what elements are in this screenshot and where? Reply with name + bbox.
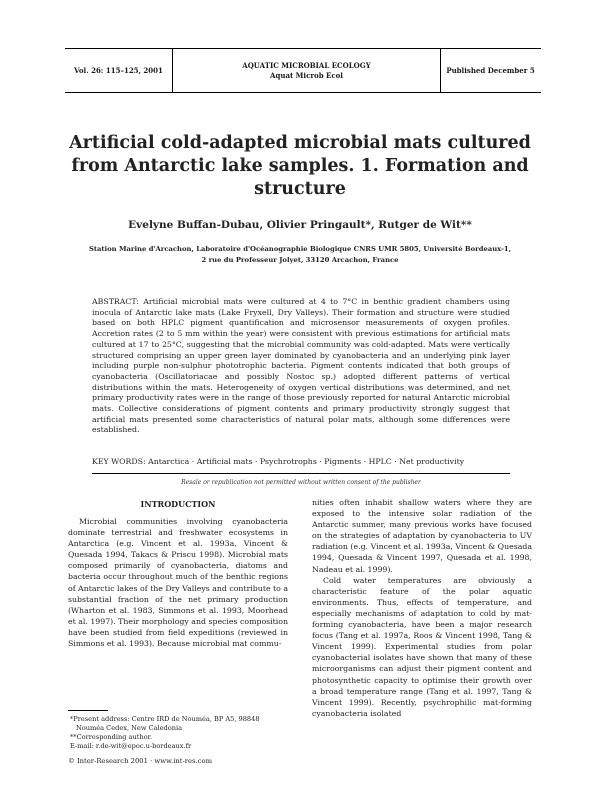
footnotes <box>68 710 288 751</box>
abstract: ABSTRACT: Artificial microbial mats were cultured at 4 to 7°C in benthic gradient chambers using inocula of Antarctic lake mats (Lake Fryxell, Dry Valleys). Their formation and structure were studied based on both HPLC pigment quantification and microsensor measurements of oxygen profiles. Accretion rates (2 to 5 mm within the year) were consistent with previous estimations for artificial mats cultured at 17 to 25°C, suggesting that the microbial community was cold-adapted. Mats were vertically structured comprising an upper green layer dominated by cyanobacteria and an underlying pink layer including purple non-sulphur phototrophic bacteria. Pigment contents indicated that both groups of cyanobacteria (Oscillatoriacae and possibly Nostoc sp.) adopted different patterns of vertical distributions within the mats. Heterogeneity of oxygen vertical distributions was determined, and net primary productivity rates were in the range of those previously reported for natural Antarctic microbial mats. Collective considerations of pigment contents and primary productivity strongly suggest that artificial mats presented some characteristics of natural polar mats, although some differences were established. <box>92 297 510 435</box>
article-title: Artificial cold-adapted microbial mats cultured from Antarctic lake samples. 1. Formation and structure <box>69 133 531 199</box>
journal-title: AQUATIC MICROBIAL ECOLOGY <box>242 60 371 70</box>
footnote-corresponding-author: **Corresponding author. <box>70 733 153 741</box>
paragraph: Microbial communities involving cyanobacteria dominate terrestrial and freshwater ecosystems in Antarctica (e.g. Vincent et al. 1993a, Vincent & Quesada 1994, Takacs & Priscu 1998). Microbial mats composed primarily of cyanobacteria, diatoms and bacteria occur throughout much of the benthic regions of Antarctic lakes of the Dry Valleys and contribute to a substantial fraction of the net primary production (Wharton et al. 1983, Simmons et al. 1993, Moorhead et al. 1997). Their morphology and species composition have been studied from field expeditions (reviewed in Simmons et al. 1993). Because microbial mat commu- <box>68 517 289 649</box>
volume-info: Vol. 26: 115–125, 2001 <box>74 66 163 75</box>
footnote-email: E-mail: r.de-wit@epoc.u-bordeaux.fr <box>70 742 192 750</box>
footnote-rule <box>68 710 108 711</box>
article-authors: Evelyne Buffan-Dubau, Olivier Pringault*, Rutger de Wit** <box>128 219 472 231</box>
keywords: KEY WORDS: Antarctica · Artificial mats · Psychrotrophs · Pigments · HPLC · Net productivity <box>92 457 465 466</box>
footnote-present-address: *Present address: Centre IRD de Nouméa, BP A5, 98848 Nouméa Cedex, New Caledonia <box>70 715 260 732</box>
journal-abbrev: Aquat Microb Ecol <box>270 70 343 80</box>
affiliation-line-2: 2 rue du Professeur Jolyet, 33120 Arcachon, France <box>201 256 399 264</box>
author-affiliation <box>60 244 540 266</box>
section-heading-introduction: INTRODUCTION <box>140 499 216 509</box>
right-column <box>312 497 532 719</box>
resale-notice-text: Resale or republication not permitted without written consent of the publisher <box>181 479 421 486</box>
left-column <box>68 516 288 649</box>
journal-name <box>172 49 441 92</box>
resale-notice <box>92 473 510 486</box>
paragraph: nities often inhabit shallow waters where they are exposed to the intensive solar radiation of the Antarctic summer, many previous works have focused on the strategies of adaptation by cyanobacteria to UV radiation (e.g. Vincent et al. 1993a, Vincent & Quesada 1994, Quesada & Vincent 1997, Quesada et al. 1998, Nadeau et al. 1999). <box>312 498 532 574</box>
publication-date: Published December 5 <box>446 66 535 75</box>
journal-header <box>65 48 541 93</box>
paragraph: Cold water temperatures are obviously a characteristic feature of the polar aquatic environments. Thus, effects of temperature, and especially mechanisms of adaptation to cold by mat-forming cyanobacteria, have been a major research focus (Tang et al. 1997a, Roos & Vincent 1998, Tang & Vincent 1999). Experimental studies from polar cyanobacterial isolates have shown that many of these microorganisms can adjust their pigment content and photosynthetic capacity to optimise their growth over a broad temperature range (Tang et al. 1997, Tang & Vincent 1999). Recently, psychrophilic mat-forming cyanobacteria isolated <box>312 575 532 718</box>
copyright-notice: © Inter-Research 2001 · www.int-res.com <box>68 757 213 765</box>
affiliation-line-1: Station Marine d'Arcachon, Laboratoire d'Océanographie Biologique CNRS UMR 5805, Université Bordeaux-1, <box>88 245 512 253</box>
